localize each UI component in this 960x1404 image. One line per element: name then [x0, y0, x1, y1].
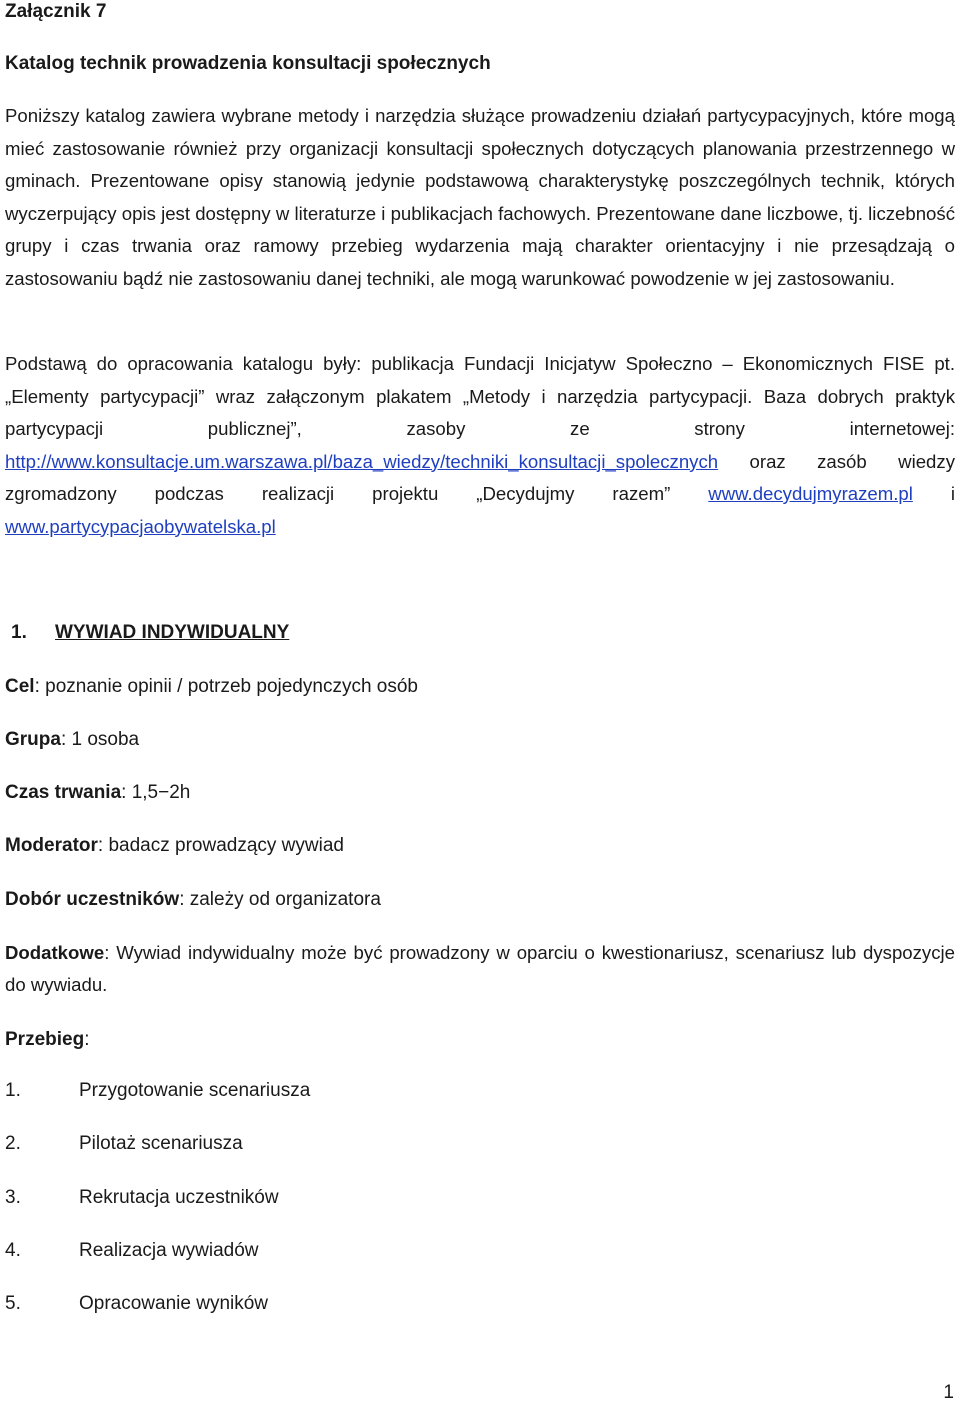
field-cel-value: : poznanie opinii / potrzeb pojedynczych osób [34, 676, 418, 697]
list-item [5, 1187, 955, 1240]
list-item-number: 2. [5, 1133, 21, 1155]
intro-paragraph: Poniższy katalog zawiera wybrane metody i narzędzia służące prowadzeniu działań partycypacyjnych, które mogą mieć zastosowanie również przy organizacji konsultacji społecznych dotyczących planowania przestrzennego w gminach. Prezentowane opisy stanowią jedynie podstawową charakterystykę poszczególnych technik, których wyczerpujący opis jest dostępny w literaturze i publikacjach fachowych. Prezentowane dane liczbowe, tj. liczebność grupy i czas trwania oraz ramowy przebieg wydarzenia mają charakter orientacyjny i nie przesądzają o zastosowaniu bądź nie zastosowaniu danej techniki, ale mogą warunkować powodzenie w jej zastosowaniu. [5, 105, 955, 289]
field-grupa-label: Grupa [5, 729, 61, 750]
sources-text-3: i [912, 483, 956, 504]
section-title: WYWIAD INDYWIDUALNY [55, 622, 290, 643]
link-konsultacje-warszawa[interactable]: http://www.konsultacje.um.warszawa.pl/baza_wiedzy/techniki_konsultacji_spolecznych [5, 450, 719, 472]
field-czas-value: : 1,5−2h [121, 782, 191, 803]
list-item-text: Przygotowanie scenariusza [79, 1080, 311, 1101]
field-przebieg-label: Przebieg [5, 1029, 85, 1050]
field-moderator-label: Moderator [5, 835, 98, 856]
list-item-number: 5. [5, 1293, 21, 1315]
field-dobor-uczestnikow [5, 884, 955, 916]
list-item [5, 1133, 955, 1186]
field-moderator [5, 830, 955, 862]
section-number: 1. [11, 622, 27, 643]
field-dodatkowe-value: : Wywiad indywidualny może być prowadzony w oparciu o kwestionariusz, scenariusz lub dyspozycje do wywiadu. [5, 942, 955, 995]
field-dobor-label: Dobór uczestników [5, 889, 180, 910]
field-dodatkowe-label: Dodatkowe [5, 942, 105, 963]
field-dodatkowe [5, 937, 955, 1001]
field-przebieg-colon: : [84, 1029, 90, 1050]
field-czas-label: Czas trwania [5, 782, 122, 803]
list-item-number: 4. [5, 1239, 21, 1261]
annex-label: Załącznik 7 [5, 1, 107, 22]
list-item [5, 1080, 955, 1133]
list-item-text: Opracowanie wyników [79, 1293, 269, 1315]
field-grupa-value: : 1 osoba [60, 729, 140, 750]
field-dobor-value: : zależy od organizatora [179, 889, 381, 910]
list-item-number: 3. [5, 1186, 21, 1208]
document-title: Katalog technik prowadzenia konsultacji społecznych [5, 53, 491, 74]
steps-list [5, 1080, 955, 1346]
section-heading [5, 620, 955, 646]
link-partycypacjaobywatelska[interactable]: www.partycypacjaobywatelska.pl [5, 515, 276, 537]
field-przebieg [5, 1024, 955, 1056]
sources-paragraph [5, 348, 955, 543]
field-cel-label: Cel [5, 676, 35, 697]
field-czas-trwania [5, 777, 955, 809]
list-item-text: Rekrutacja uczestników [79, 1186, 279, 1208]
field-moderator-value: : badacz prowadzący wywiad [97, 835, 344, 856]
link-decydujmyrazem[interactable]: www.decydujmyrazem.pl [708, 483, 913, 504]
field-cel [5, 671, 955, 703]
list-item-number: 1. [5, 1080, 21, 1101]
page-number: 1 [943, 1382, 954, 1403]
sources-text-1: Podstawą do opracowania katalogu były: publikacja Fundacji Inicjatyw Społeczno – Ekonomicznych FISE pt. „Elementy partycypacji” wraz załączonym plakatem „Metody i narzędzia partycypacji. Baza dobrych praktyk partycypacji publicznej”, zasoby ze strony internetowej: [5, 353, 955, 439]
list-item-text: Pilotaż scenariusza [79, 1133, 243, 1155]
list-item-text: Realizacja wywiadów [79, 1239, 259, 1261]
list-item [5, 1293, 955, 1346]
list-item [5, 1240, 955, 1293]
field-grupa [5, 724, 955, 756]
sources-text-2: oraz zasób wiedzy zgromadzony podczas realizacji projektu „Decydujmy razem” [5, 450, 955, 504]
